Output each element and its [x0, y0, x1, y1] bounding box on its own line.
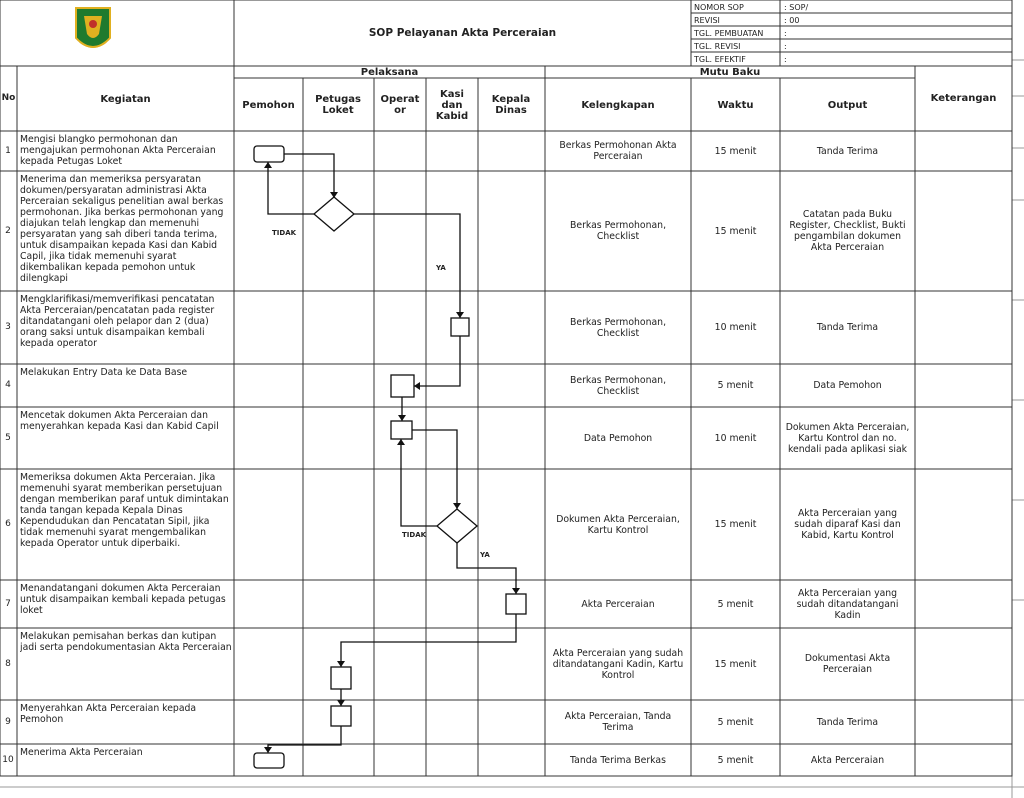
flow-process-kasi — [451, 318, 469, 336]
row-output: Dokumen Akta Perceraian, Kartu Kontrol dan no. kendali pada aplikasi siak — [785, 421, 910, 455]
row-waktu: 5 menit — [717, 598, 754, 610]
row-kelengkapan: Berkas Permohonan, Checklist — [569, 316, 667, 339]
row-kelengkapan: Data Pemohon — [583, 432, 653, 444]
row-kelengkapan: Akta Perceraian — [581, 598, 655, 610]
flow-process-petugas-doc — [331, 667, 351, 689]
row-waktu: 15 menit — [714, 225, 757, 237]
row-kelengkapan: Akta Perceraian, Tanda Terima — [564, 711, 672, 733]
row-output: Tanda Terima — [816, 322, 879, 333]
row-kegiatan: Menerima dan memeriksa persyaratan dokumen/persyaratan administrasi Akta Perceraian sekaligus penelitian awal berkas permohonan. Jika berkas permohonan yang diajukan telah lengkap dan memenuhi persyaratan yang sah diberi tanda terima, untuk disampaikan kepada Kasi dan Kabid Capil, jika tidak memenuhi syarat dikembalikan kepada pemohon untuk dilengkapi — [20, 174, 224, 284]
row-output: Tanda Terima — [816, 716, 879, 728]
row-kegiatan: Menyerahkan Akta Perceraian kepada Pemohon — [20, 703, 197, 725]
col-kepala: Kepala Dinas — [491, 94, 531, 116]
flow-process-kepala — [506, 594, 526, 614]
col-kegiatan: Kegiatan — [100, 94, 151, 105]
meta-value: : — [784, 42, 787, 51]
flow-label-tidak: TIDAK — [272, 229, 297, 237]
row-no: 10 — [2, 754, 14, 765]
row-kelengkapan: Tanda Terima Berkas — [570, 754, 666, 766]
row-kegiatan: Mencetak dokumen Akta Perceraian dan menyerahkan kepada Kasi dan Kabid Capil — [20, 410, 219, 432]
meta-label: NOMOR SOP — [694, 3, 744, 12]
row-kelengkapan: Berkas Permohonan Akta Perceraian — [559, 140, 677, 162]
meta-label: REVISI — [694, 16, 720, 25]
row-kelengkapan: Dokumen Akta Perceraian, Kartu Kontrol — [556, 513, 680, 536]
row-kegiatan: Memeriksa dokumen Akta Perceraian. Jika memenuhi syarat memberikan persetujuan dengan memberikan paraf untuk dimintakan tanda tangan kepada Kepala Dinas Kependudukan dan Pencatatan Sipil, jika tidak memenuhi syarat mengembalikan kepada Operator untuk diperbaiki. — [20, 472, 229, 549]
row-output: Dokumentasi Akta Perceraian — [804, 653, 891, 675]
row-kelengkapan: Akta Perceraian yang sudah ditandatangani Kadin, Kartu Kontrol — [552, 647, 684, 681]
flow-end-pemohon — [254, 753, 284, 768]
flow-process-petugas-hand — [331, 706, 351, 726]
row-waktu: 15 menit — [714, 658, 757, 670]
flow-label-ya: YA — [480, 551, 490, 559]
flow-decision-kasi — [437, 509, 477, 543]
row-output: Akta Perceraian yang sudah ditandatangani Kadin — [796, 587, 899, 621]
meta-label: TGL. EFEKTIF — [694, 55, 746, 64]
col-petugas: Petugas Loket — [315, 94, 361, 116]
row-waktu: 15 menit — [714, 145, 757, 157]
row-waktu: 5 menit — [717, 716, 754, 728]
page-title: SOP Pelayanan Akta Perceraian — [368, 27, 557, 39]
row-kegiatan: Menandatangani dokumen Akta Perceraian untuk disampaikan kembali kepada petugas loket — [20, 583, 226, 616]
regency-emblem-icon — [76, 8, 110, 47]
row-no: 8 — [5, 658, 11, 669]
row-kegiatan: Mengklarifikasi/memverifikasi pencatatan Akta Perceraian/pencatatan pada register ditandatangani oleh pelapor dan 2 (dua) orang saksi untuk disampaikan kembali kepada operator — [20, 294, 215, 349]
col-waktu: Waktu — [717, 100, 754, 111]
row-no: 7 — [5, 598, 11, 609]
row-output: Catatan pada Buku Register, Checklist, Bukti pengambilan dokumen Akta Perceraian — [789, 209, 906, 253]
row-waktu: 10 menit — [714, 322, 757, 333]
row-kegiatan: Menerima Akta Perceraian — [20, 747, 143, 758]
row-no: 2 — [5, 225, 11, 236]
flowchart — [254, 146, 526, 768]
row-output: Akta Perceraian yang sudah diparaf Kasi dan Kabid, Kartu Kontrol — [794, 508, 901, 541]
row-no: 6 — [5, 519, 11, 529]
row-kegiatan: Melakukan Entry Data ke Data Base — [20, 367, 188, 378]
row-output: Tanda Terima — [816, 145, 879, 157]
meta-value: : — [784, 29, 787, 38]
flow-process-operator-entry — [391, 375, 414, 397]
col-kelengkapan: Kelengkapan — [581, 100, 655, 111]
meta-value: : 00 — [784, 16, 800, 25]
row-kelengkapan: Berkas Permohonan, Checklist — [569, 374, 667, 397]
meta-value: : SOP/ — [784, 3, 809, 12]
col-keterangan: Keterangan — [930, 93, 997, 104]
row-kegiatan: Mengisi blangko permohonan dan mengajukan permohonan Akta Perceraian kepada Petugas Loket — [20, 134, 216, 167]
row-no: 3 — [5, 322, 11, 332]
row-kegiatan: Melakukan pemisahan berkas dan kutipan jadi serta pendokumentasian Akta Perceraian — [20, 631, 232, 653]
flow-label-tidak: TIDAK — [402, 531, 427, 539]
col-output: Output — [827, 100, 868, 111]
col-operator: Operat or — [380, 94, 420, 116]
meta-value: : — [784, 55, 787, 64]
col-pemohon: Pemohon — [242, 100, 295, 111]
row-waktu: 10 menit — [714, 432, 757, 444]
flow-decision-petugas — [314, 197, 354, 231]
row-waktu: 15 menit — [714, 519, 757, 530]
row-no: 1 — [5, 145, 11, 156]
row-no: 9 — [5, 716, 11, 727]
row-waktu: 5 menit — [717, 380, 754, 391]
flow-label-ya: YA — [436, 264, 446, 272]
flow-start-pemohon — [254, 146, 284, 162]
row-no: 5 — [5, 432, 11, 443]
meta-label: TGL. PEMBUATAN — [694, 29, 764, 38]
row-output: Data Pemohon — [813, 380, 882, 391]
col-pelaksana: Pelaksana — [360, 67, 419, 78]
flow-process-operator-print — [391, 421, 412, 439]
col-kasi: Kasi dan Kabid — [435, 89, 469, 122]
row-waktu: 5 menit — [717, 754, 754, 766]
row-kelengkapan: Berkas Permohonan, Checklist — [569, 220, 667, 242]
row-output: Akta Perceraian — [810, 754, 885, 766]
meta-label: TGL. REVISI — [694, 42, 741, 51]
row-no: 4 — [5, 380, 11, 390]
col-no: No — [1, 93, 16, 103]
col-mutu-baku: Mutu Baku — [699, 67, 761, 78]
